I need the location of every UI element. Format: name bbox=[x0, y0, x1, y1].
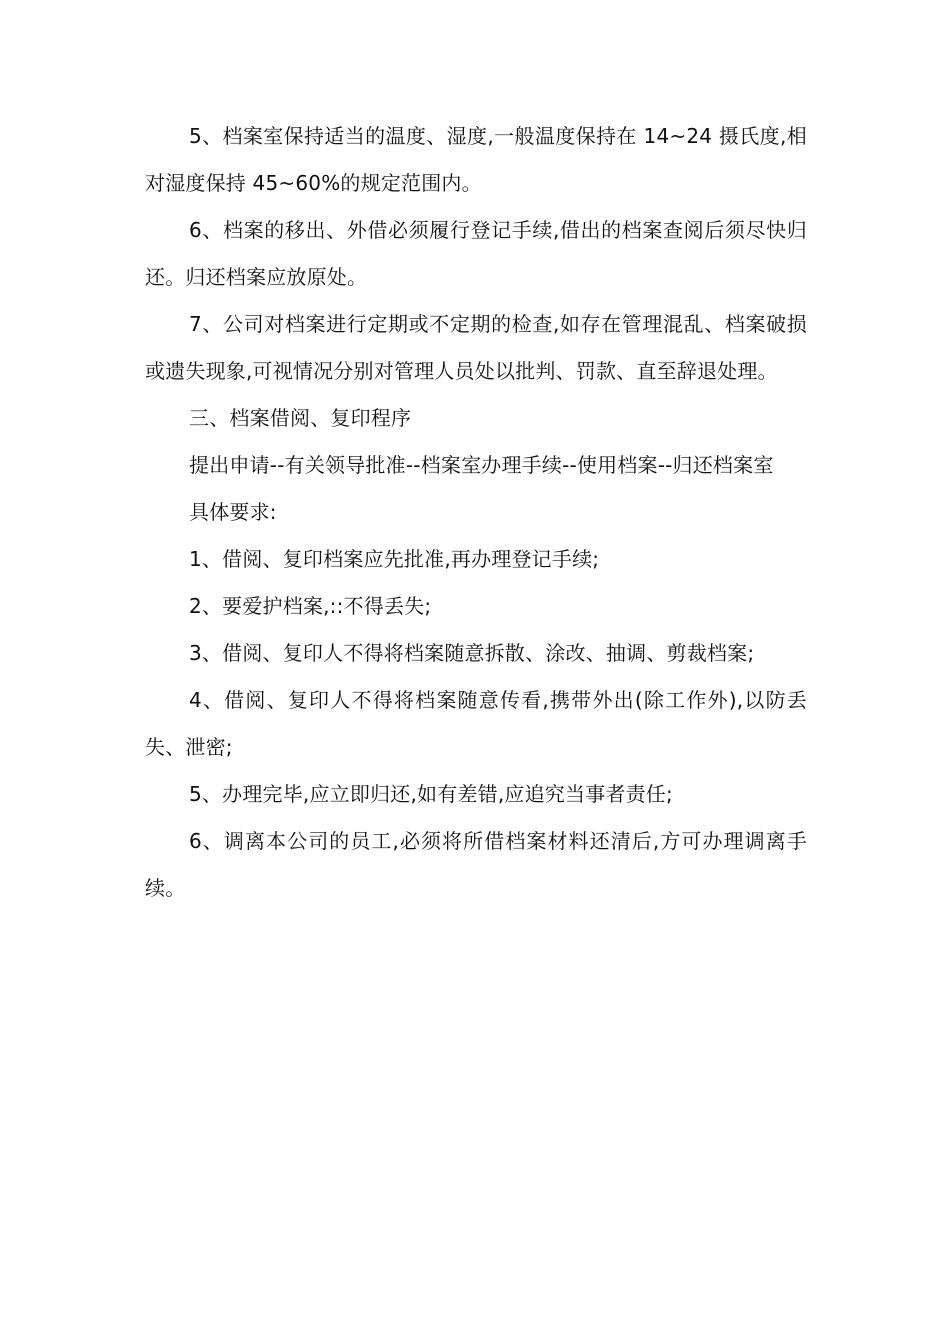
paragraph-temperature-humidity: 5、档案室保持适当的温度、湿度,一般温度保持在 14~24 摄氏度,相对湿度保持 45~60%的规定范围内。 bbox=[145, 124, 807, 195]
section-heading: 三、档案借阅、复印程序 bbox=[189, 406, 412, 430]
list-item: 3、借阅、复印人不得将档案随意拆散、涂改、抽调、剪裁档案; bbox=[189, 641, 755, 665]
list-item: 6、调离本公司的员工,必须将所借档案材料还清后,方可办理调离手续。 bbox=[145, 829, 807, 900]
paragraph-borrow-registration: 6、档案的移出、外借必须履行登记手续,借出的档案查阅后须尽快归还。归还档案应放原处。 bbox=[145, 218, 807, 289]
list-item: 1、借阅、复印档案应先批准,再办理登记手续; bbox=[189, 547, 600, 571]
document-body bbox=[145, 113, 807, 912]
list-item: 2、要爱护档案,::不得丢失; bbox=[189, 594, 432, 618]
list-item: 5、办理完毕,应立即归还,如有差错,应追究当事者责任; bbox=[189, 782, 673, 806]
paragraph-inspection: 7、公司对档案进行定期或不定期的检查,如存在管理混乱、档案破损或遗失现象,可视情况分别对管理人员处以批判、罚款、直至辞退处理。 bbox=[145, 312, 807, 383]
paragraph-requirements-heading: 具体要求: bbox=[189, 500, 277, 524]
paragraph-procedure-flow: 提出申请--有关领导批准--档案室办理手续--使用档案--归还档案室 bbox=[189, 453, 774, 477]
list-item: 4、借阅、复印人不得将档案随意传看,携带外出(除工作外),以防丢失、泄密; bbox=[145, 688, 807, 759]
